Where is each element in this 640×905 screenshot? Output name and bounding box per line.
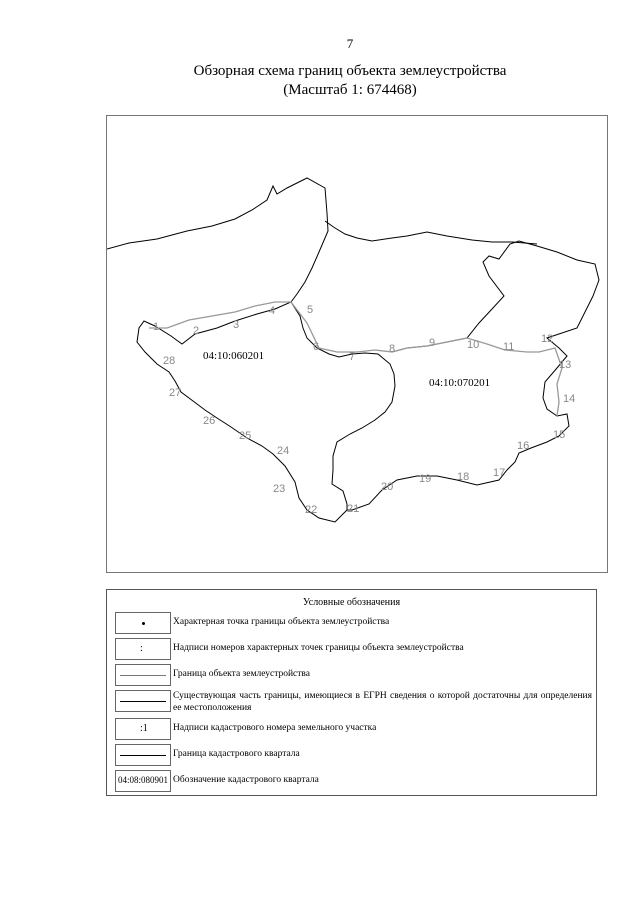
legend-title: Условные обозначения xyxy=(302,597,401,608)
boundary-point-label: 19 xyxy=(419,473,432,485)
legend-symbol-point xyxy=(115,612,171,634)
boundary-point-label: 12 xyxy=(541,333,554,345)
legend-text: Надписи номеров характерных точек границы объекта землеустройства xyxy=(173,643,464,653)
boundary-point-label: 27 xyxy=(169,387,182,399)
boundary-point-label: 14 xyxy=(563,393,576,405)
boundary-point-label: 22 xyxy=(305,504,318,516)
boundary-point-label: 17 xyxy=(493,467,506,479)
legend-text: Существующая часть границы, имеющиеся в ЕГРН сведения о которой достаточны для определения ее местоположения xyxy=(173,691,592,713)
boundary-point-label: 16 xyxy=(517,440,530,452)
map-legend xyxy=(106,589,597,796)
boundary-point-label: 25 xyxy=(239,430,252,442)
boundary-point-label: 23 xyxy=(273,483,286,495)
object-boundary-line-icon xyxy=(120,675,166,676)
boundary-point-label: 24 xyxy=(277,445,290,457)
quarter-divider xyxy=(325,221,537,244)
existing-boundary-line-icon xyxy=(120,701,166,702)
legend-symbol-quarter-boundary xyxy=(115,744,171,766)
map-scale: (Масштаб 1: 674468) xyxy=(283,82,417,98)
point-marker-icon xyxy=(142,622,145,625)
boundary-point-label: 20 xyxy=(381,481,394,493)
boundary-point-label: 26 xyxy=(203,415,216,427)
boundary-point-label: 28 xyxy=(163,355,176,367)
boundary-point-label: 7 xyxy=(349,351,356,363)
map-title xyxy=(0,62,640,100)
map-frame[interactable] xyxy=(106,115,608,573)
legend-text: Надписи кадастрового номера земельного участка xyxy=(173,723,377,733)
legend-symbol-existing-boundary xyxy=(115,690,171,712)
legend-text: Обозначение кадастрового квартала xyxy=(173,775,319,785)
boundary-point-label: 21 xyxy=(347,503,360,515)
quarter-labels xyxy=(203,350,490,389)
legend-symbol-point-number xyxy=(115,638,171,660)
legend-text: Характерная точка границы объекта землеустройства xyxy=(173,617,390,627)
legend-symbol-parcel-number xyxy=(115,718,171,740)
boundary-point-label: 1 xyxy=(153,321,160,333)
legend-text: Граница объекта землеустройства xyxy=(173,669,310,679)
boundary-point-label: 3 xyxy=(233,319,240,331)
point-number-symbol: : xyxy=(140,643,143,654)
map-canvas xyxy=(107,116,609,574)
quarter-boundary-right xyxy=(347,241,599,510)
boundary-point-label: 8 xyxy=(389,343,396,355)
quarter-label: 04:10:060201 xyxy=(203,350,265,362)
boundary-point-label: 11 xyxy=(503,341,515,353)
boundary-points xyxy=(153,304,575,516)
quarter-label-sample: 04:08:080901 xyxy=(117,775,168,785)
map-title-line1: Обзорная схема границ объекта землеустройства xyxy=(193,63,507,79)
page-number: 7 xyxy=(346,36,354,51)
boundary-point-label: 15 xyxy=(553,429,566,441)
legend-text: Граница кадастрового квартала xyxy=(173,749,300,759)
boundary-point-label: 5 xyxy=(307,304,314,316)
boundary-point-label: 4 xyxy=(269,305,276,317)
quarter-boundary-line-icon xyxy=(120,755,166,756)
boundary-point-label: 6 xyxy=(313,341,320,353)
boundary-point-label: 9 xyxy=(429,337,436,349)
boundary-point-label: 10 xyxy=(467,339,480,351)
legend-symbol-object-boundary xyxy=(115,664,171,686)
parcel-number-symbol: :1 xyxy=(140,723,148,734)
boundary-point-label: 13 xyxy=(559,359,572,371)
legend-symbol-quarter-label xyxy=(115,770,171,792)
boundary-point-label: 18 xyxy=(457,471,470,483)
quarter-label: 04:10:070201 xyxy=(429,377,491,389)
boundary-point-label: 2 xyxy=(193,325,200,337)
